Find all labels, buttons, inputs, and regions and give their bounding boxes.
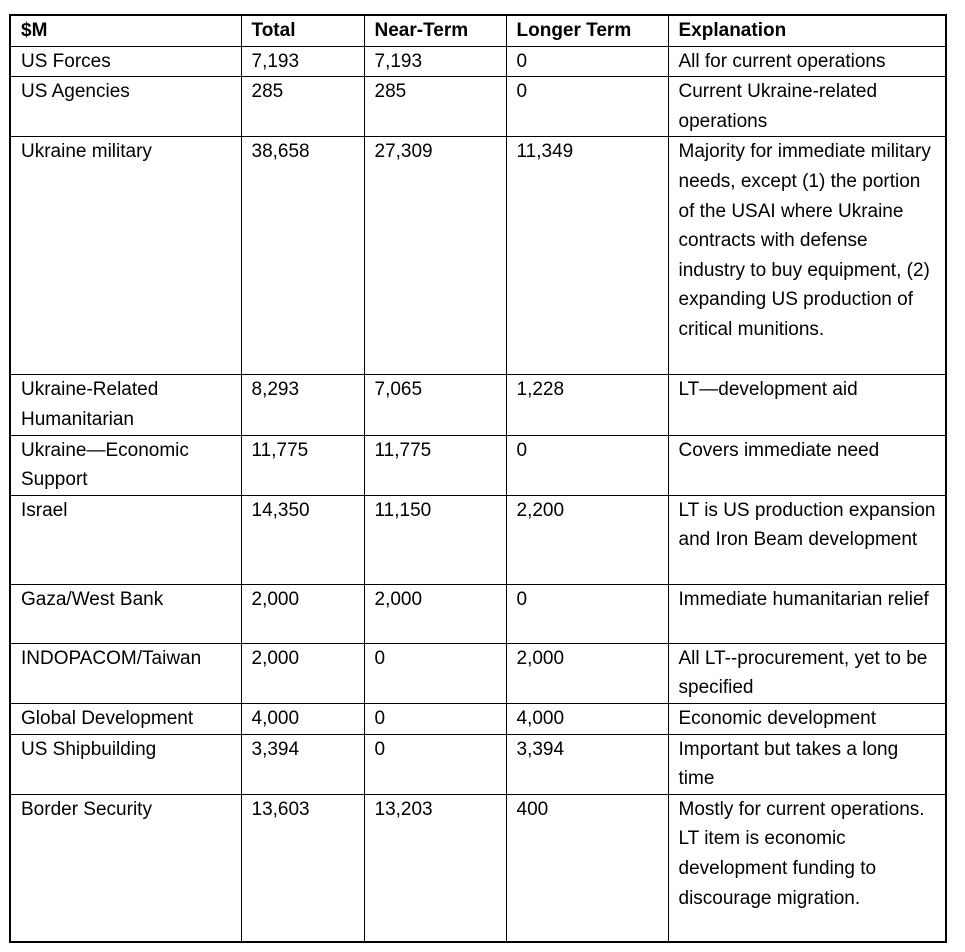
longer-term-cell: 3,394 [506,734,668,794]
total-cell: 2,000 [241,584,364,643]
row-label-cell: Ukraine-Related Humanitarian [10,375,241,435]
near-term-cell: 0 [364,703,506,734]
table-body [10,46,946,942]
row-label-cell: INDOPACOM/Taiwan [10,643,241,703]
row-label-cell: US Agencies [10,77,241,137]
row-label-cell: US Forces [10,46,241,77]
explanation-cell: Economic development [668,703,946,734]
near-term-cell: 11,150 [364,495,506,584]
explanation-cell: All LT--procurement, yet to be specified [668,643,946,703]
total-cell: 11,775 [241,435,364,495]
near-term-cell: 7,065 [364,375,506,435]
row-label-cell: Israel [10,495,241,584]
near-term-cell: 27,309 [364,137,506,375]
near-term-cell: 0 [364,643,506,703]
longer-term-cell: 2,200 [506,495,668,584]
table-row [10,643,946,703]
total-cell: 2,000 [241,643,364,703]
near-term-cell: 7,193 [364,46,506,77]
row-label-cell: Gaza/West Bank [10,584,241,643]
table-row [10,46,946,77]
total-cell: 4,000 [241,703,364,734]
total-cell: 3,394 [241,734,364,794]
near-term-cell: 2,000 [364,584,506,643]
total-cell: 38,658 [241,137,364,375]
explanation-cell: Current Ukraine-related operations [668,77,946,137]
explanation-cell: Covers immediate need [668,435,946,495]
header-cell-category: $M [10,15,241,46]
longer-term-cell: 400 [506,794,668,942]
longer-term-cell: 2,000 [506,643,668,703]
total-cell: 7,193 [241,46,364,77]
header-cell-total: Total [241,15,364,46]
longer-term-cell: 0 [506,46,668,77]
explanation-cell: All for current operations [668,46,946,77]
header-cell-near-term: Near-Term [364,15,506,46]
table-row [10,77,946,137]
row-label-cell: Ukraine military [10,137,241,375]
near-term-cell: 11,775 [364,435,506,495]
table-row [10,584,946,643]
explanation-cell: Mostly for current operations. LT item is economic development funding to discourage migration. [668,794,946,942]
near-term-cell: 13,203 [364,794,506,942]
table-row [10,495,946,584]
near-term-cell: 285 [364,77,506,137]
total-cell: 14,350 [241,495,364,584]
table-row [10,137,946,375]
header-cell-longer-term: Longer Term [506,15,668,46]
table-row [10,375,946,435]
budget-table [9,14,947,943]
table-row [10,794,946,942]
longer-term-cell: 0 [506,584,668,643]
row-label-cell: US Shipbuilding [10,734,241,794]
explanation-cell: LT—development aid [668,375,946,435]
explanation-cell: Important but takes a long time [668,734,946,794]
longer-term-cell: 1,228 [506,375,668,435]
explanation-cell: Majority for immediate military needs, except (1) the portion of the USAI where Ukraine contracts with defense industry to buy equipment, (2) expanding US production of critical munitions. [668,137,946,375]
longer-term-cell: 11,349 [506,137,668,375]
total-cell: 13,603 [241,794,364,942]
longer-term-cell: 0 [506,435,668,495]
longer-term-cell: 0 [506,77,668,137]
table-row [10,734,946,794]
near-term-cell: 0 [364,734,506,794]
longer-term-cell: 4,000 [506,703,668,734]
explanation-cell: LT is US production expansion and Iron Beam development [668,495,946,584]
total-cell: 8,293 [241,375,364,435]
total-cell: 285 [241,77,364,137]
table-row [10,703,946,734]
row-label-cell: Ukraine—Economic Support [10,435,241,495]
table-row [10,435,946,495]
header-cell-explanation: Explanation [668,15,946,46]
explanation-cell: Immediate humanitarian relief [668,584,946,643]
row-label-cell: Border Security [10,794,241,942]
header-row [10,15,946,46]
row-label-cell: Global Development [10,703,241,734]
